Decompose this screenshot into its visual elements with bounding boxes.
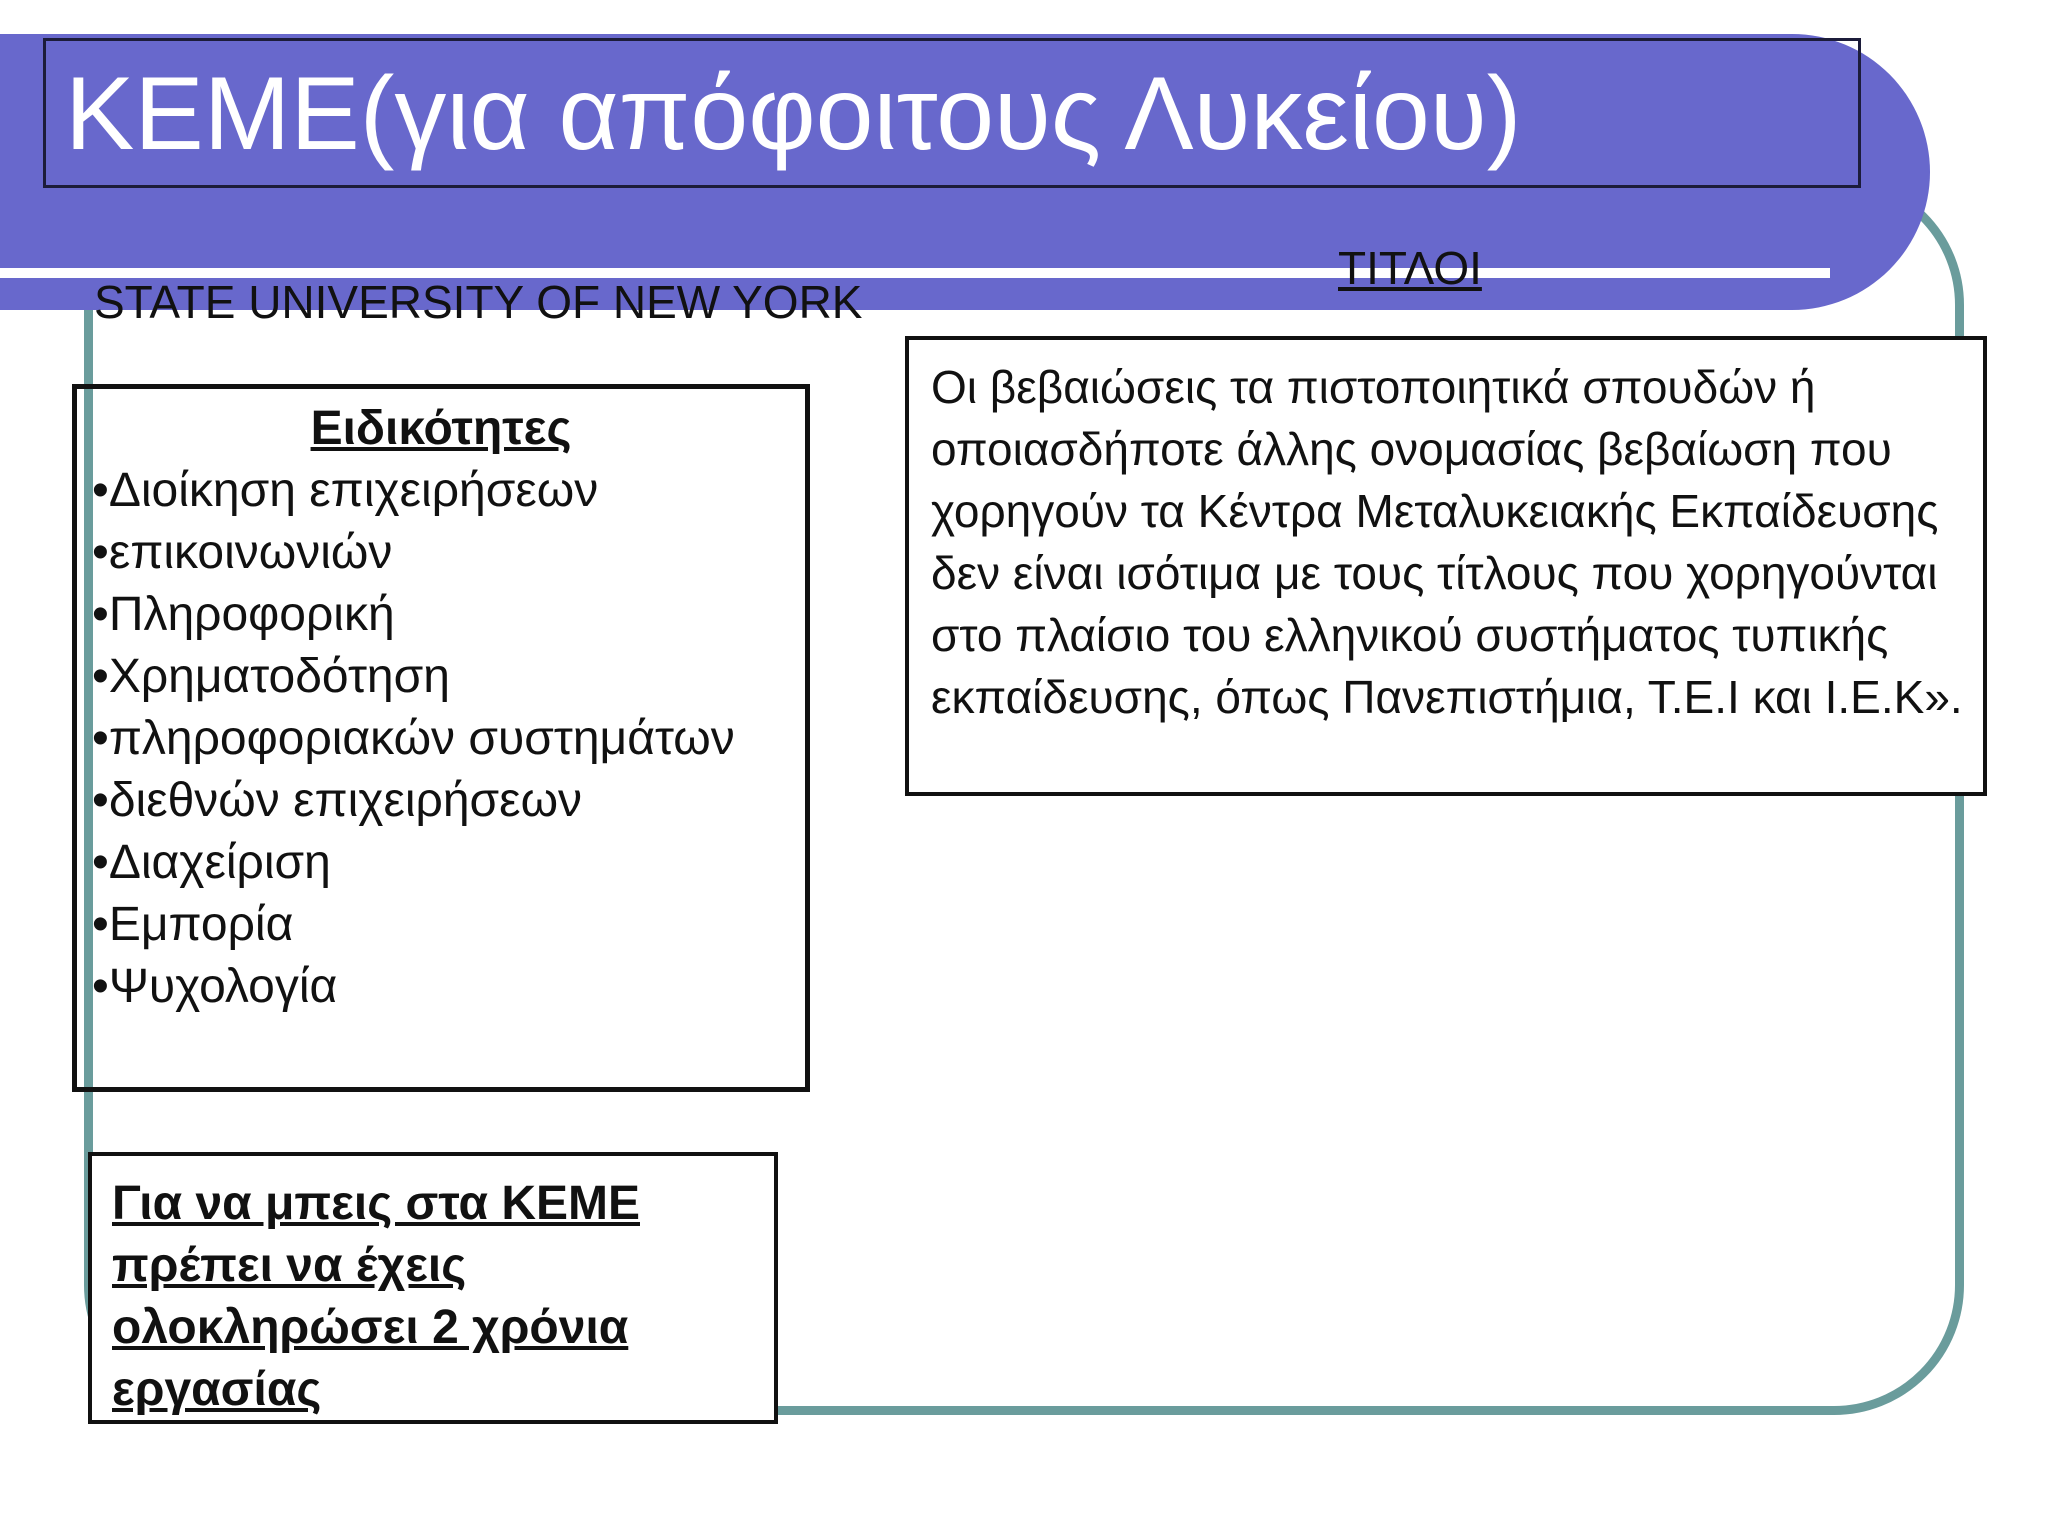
specialty-item: • Πληροφορική: [92, 584, 792, 646]
specialty-item: • Χρηματοδότηση: [92, 646, 792, 708]
titles-info-box: Οι βεβαιώσεις τα πιστοποιητικά σπουδών ή οποιασδήποτε άλλης ονομασίας βεβαίωση που χορηγούν τα Κέντρα Μεταλυκειακής Εκπαίδευσης δεν είναι ισότιμα με τους τίτλους που χορηγούνται στο πλαίσιο του ελληνικού συστήματος τυπικής εκπαίδευσης, όπως Πανεπιστήμια, Τ.Ε.Ι και Ι.Ε.Κ».: [905, 336, 1987, 796]
requirement-box: Για να μπεις στα ΚΕΜΕ πρέπει να έχεις ολοκληρώσει 2 χρόνια εργασίας: [88, 1152, 778, 1424]
specialty-item: • επικοινωνιών: [92, 522, 792, 584]
university-name: STATE UNIVERSITY OF NEW YORK: [94, 276, 863, 328]
specialty-item: • πληροφοριακών συστημάτων: [92, 708, 792, 770]
specialty-item: • Ψυχολογία: [92, 956, 792, 1018]
specialties-list: [92, 460, 792, 1018]
specialties-heading: Ειδικότητες: [310, 402, 572, 455]
specialty-item: • Διοίκηση επιχειρήσεων: [92, 460, 792, 522]
specialty-item: • Διαχείριση: [92, 832, 792, 894]
slide-title: ΚΕΜΕ(για απόφοιτους Λυκείου): [65, 56, 1522, 172]
specialty-item: • Εμπορία: [92, 894, 792, 956]
specialty-item: • διεθνών επιχειρήσεων: [92, 770, 792, 832]
titles-heading: ΤΙΤΛΟΙ: [1338, 242, 1482, 294]
